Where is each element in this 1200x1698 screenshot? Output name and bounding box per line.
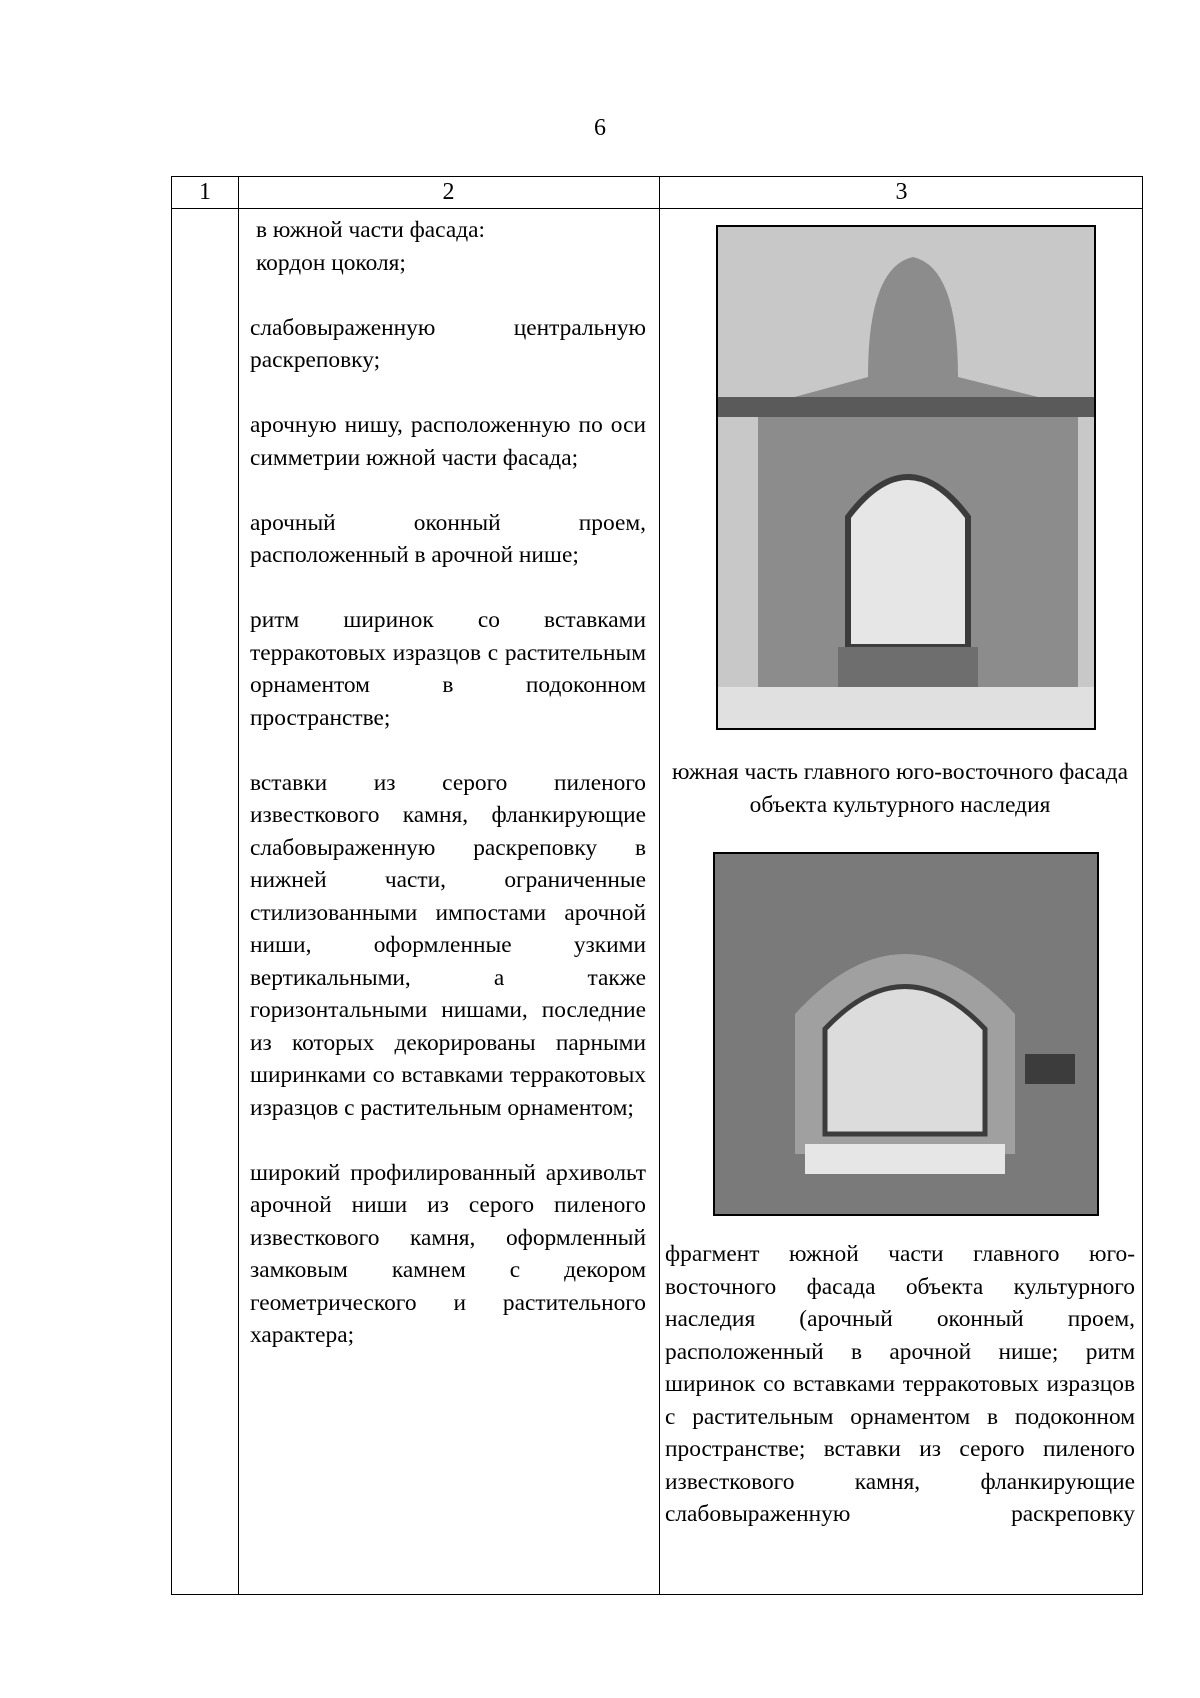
photo-caption-2: фрагмент южной части главного юго-восточного фасада объекта культурного наследия (арочный оконный проем, расположенный в арочной нише; ритм ширинок со вставками терракотовых изразцов с растительным орнаментом в подоконном пространстве; вставки из серого пиленого известкового камня, фланкирующие слабовыраженную раскреповку [665, 1241, 1135, 1527]
list-item: кордон цоколя; [256, 249, 406, 276]
page-number: 6 [594, 115, 606, 141]
list-item: ритм ширинок со вставками терракотовых изразцов с растительным орнаментом в подоконном пространстве; [250, 607, 646, 731]
list-item: слабовыраженную центральную раскреповку; [250, 314, 646, 373]
list-item: арочный оконный проем, расположенный в арочной нише; [250, 509, 646, 568]
column-header-1: 1 [199, 179, 211, 205]
window-fragment-photo [713, 852, 1099, 1216]
column-2-content [250, 214, 646, 1384]
column-header-3: 3 [895, 179, 908, 205]
facade-photo-image [718, 227, 1094, 728]
photo-caption-1: южная часть главного юго-восточного фасада объекта культурного наследия [671, 759, 1128, 818]
column-divider [238, 177, 239, 1594]
list-item: широкий профилированный архивольт арочной ниши из серого пиленого известкового камня, оформленный замковым камнем с декором геометрического и растительного характера; [250, 1159, 646, 1348]
column-divider [659, 177, 660, 1594]
list-item: вставки из серого пиленого известкового камня, фланкирующие слабовыраженную раскреповку в нижней части, ограниченные стилизованными импостами арочной ниши, оформленные узкими вертикальными, а также горизонтальными нишами, последние из которых декорированы парными ширинками со вставками терракотовых изразцов с растительным орнаментом; [250, 769, 646, 1121]
facade-photo [716, 225, 1096, 730]
header-divider [172, 208, 1142, 209]
list-item: арочную нишу, расположенную по оси симметрии южной части фасада; [250, 412, 646, 471]
window-fragment-photo-image [715, 854, 1097, 1214]
column-header-2: 2 [442, 179, 455, 205]
list-item: в южной части фасада: [256, 217, 486, 243]
